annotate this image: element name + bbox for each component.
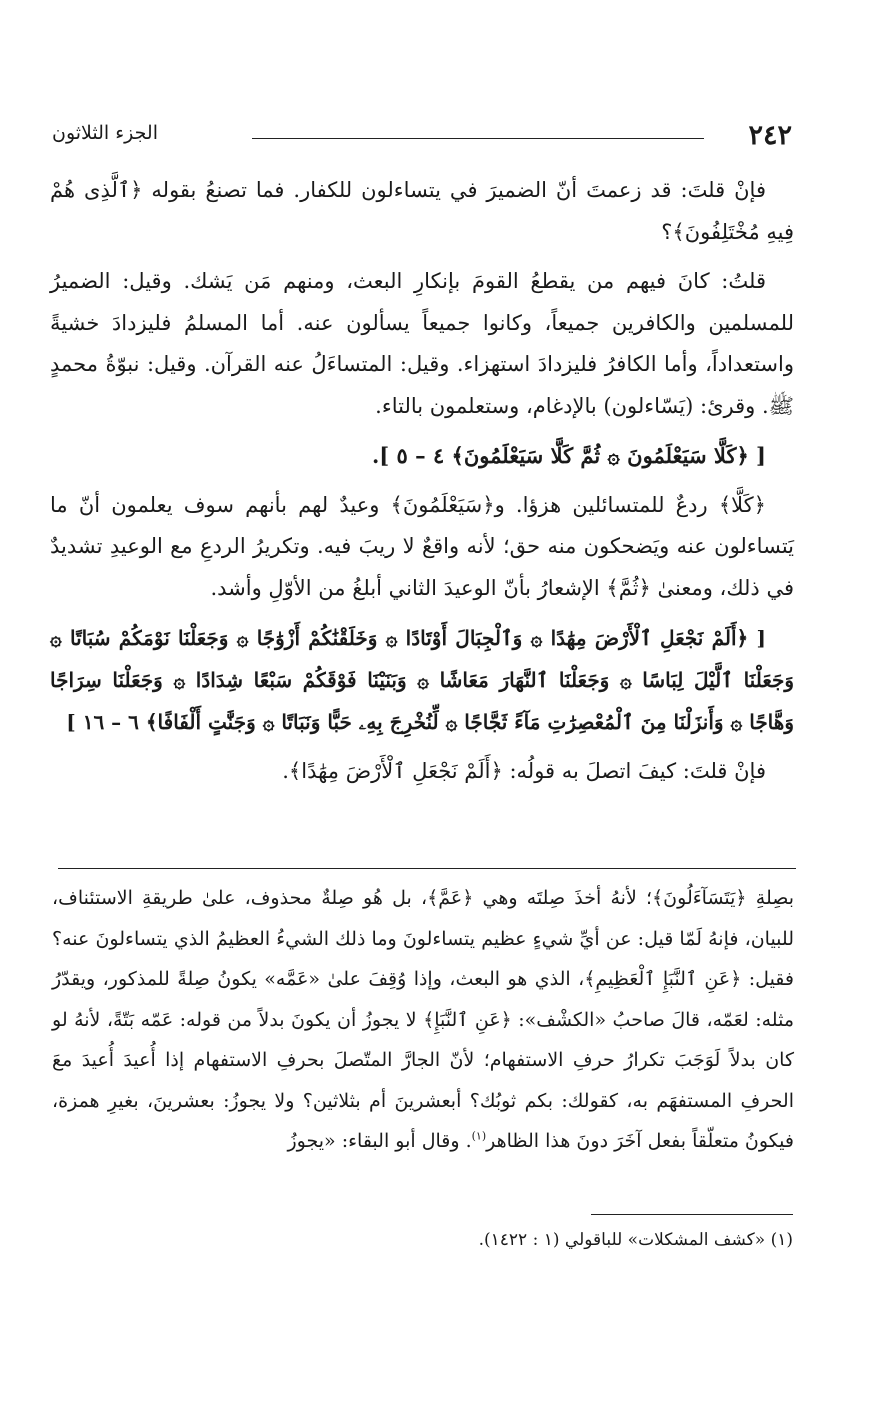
notes-text: بصِلةِ ﴿يَتَسَآءَلُونَ﴾؛ لأنهُ أخذَ صِلتَه وهي ﴿عَمَّ﴾، بل هُو صِلةٌ محذوف، علىٰ طريقةِ الاستئناف، للبيان، فإنهُ لَمّا قيل: عن أيِّ شيءٍ عظيم يتساءلونَ وما ذلك الشيءُ العظيمُ الذي يتساءلونَ عنه؟ فقيل: ﴿عَنِ ٱلنَّبَإِ ٱلْعَظِيمِ﴾، الذي هو البعث، وإذا وُقِفَ علىٰ «عَمَّه» يكونُ صِلةً للمذكور، ويقدّرُ مثله: لعَمّه، قالَ صاحبُ «الكشْف»: ﴿عَنِ ٱلنَّبَإِ﴾ لا يجوزُ أن يكونَ بدلاً من قوله: عَمّه بَتّةً، لأنهُ لو كان بدلاً لَوَجَبَ تكرارُ حرفِ الاستفهام؛ لأنّ الجارَّ المتّصلَ بحرفِ الاستفهام إذا أُعيدَ أُعيدَ معَ الحرفِ المستفهَم به، كقولك: بكم ثوبُك؟ أبعشرينَ أم بثلاثين؟ ولا يجوزُ: بعشرينَ، بغيرِ همزة، فيكونُ متعلّقاً بفعل آخَرَ دونَ هذا الظاهر — [52, 887, 794, 1152]
footnote: (١) «كشف المشكلات» للباقولي (١ : ١٤٢٢). — [478, 1230, 793, 1250]
paragraph-question-2: فإنْ قلتَ: كيفَ اتصلَ به قولُه: ﴿أَلَمْ نَجْعَلِ ٱلْأَرْضَ مِهَٰدًا﴾. — [282, 759, 766, 783]
paragraph-question: فإنْ قلتَ: قد زعمتَ أنّ الضميرَ في يتساءلون للكفار. فما تصنعُ بقوله ﴿ٱلَّذِى هُمْ فِيهِ مُخْتَلِفُونَ﴾؟ — [50, 178, 794, 244]
paragraph-commentary: ﴿كَلَّا﴾ ردعٌ للمتسائلين هزؤا. و﴿سَيَعْلَمُونَ﴾ وعيدٌ لهم بأنهم سوف يعلمون أنّ ما يَتساءلون عنه ويَضحكون منه حق؛ لأنه واقعٌ لا ريبَ فيه. وتكريرُ الردعِ مع الوعيدِ تشديدٌ في ذلك، ومعنىٰ ﴿ثُمَّ﴾ الإشعارُ بأنّ الوعيدَ الثاني أبلغُ من الأوّلِ وأشد. — [50, 492, 794, 600]
footnote-rule — [591, 1214, 793, 1215]
main-text — [50, 170, 794, 801]
verse-block-6-16: [ ﴿أَلَمْ نَجْعَلِ ٱلْأَرْضَ مِهَٰدًا ۞ وَٱلْجِبَالَ أَوْتَادًا ۞ وَخَلَقْنَٰكُمْ أَزْوَٰجًا ۞ وَجَعَلْنَا نَوْمَكُمْ سُبَاتًا ۞ وَجَعَلْنَا ٱلَّيْلَ لِبَاسًا ۞ وَجَعَلْنَا ٱلنَّهَارَ مَعَاشًا ۞ وَبَنَيْنَا فَوْقَكُمْ سَبْعًا شِدَادًا ۞ وَجَعَلْنَا سِرَاجًا وَهَّاجًا ۞ وَأَنزَلْنَا مِنَ ٱلْمُعْصِرَٰتِ مَآءً ثَجَّاجًا ۞ لِّنُخْرِجَ بِهِۦ حَبًّا وَنَبَاتًا ۞ وَجَنَّٰتٍ أَلْفَافًا﴾ ٦ – ١٦ ] — [50, 626, 794, 734]
notes-separator — [58, 868, 796, 869]
verse-block-4-5: [ ﴿كَلَّا سَيَعْلَمُونَ ۞ ثُمَّ كَلَّا سَيَعْلَمُونَ﴾ ٤ – ٥ ]. — [371, 443, 766, 468]
page-number: ٢٤٢ — [748, 120, 792, 151]
notes-paragraph — [52, 878, 794, 1162]
header-rule — [252, 138, 704, 139]
running-title: الجزء الثلاثون — [52, 122, 158, 144]
paragraph-answer: قلتُ: كانَ فيهم من يقطعُ القومَ بإنكارِ البعث، ومنهم مَن يَشك. وقيل: الضميرُ للمسلمين والكافرين جميعاً، وكانوا جميعاً يسألون عنه. أما المسلمُ فليزدادَ خشيةً واستعداداً، وأما الكافرُ فليزدادَ استهزاء. وقيل: المتساءَلُ عنه القرآن. وقيل: نبوّةُ محمدٍ ﷺ. وقرئ: (يَسّاءلون) بالإدغام، وستعلمون بالتاء. — [50, 269, 794, 418]
page-header — [52, 118, 792, 158]
notes-tail: . وقال أبو البقاء: «يجوزُ — [287, 1130, 472, 1152]
marginal-notes — [52, 878, 794, 1162]
footnote-ref: (١) — [471, 1129, 487, 1143]
